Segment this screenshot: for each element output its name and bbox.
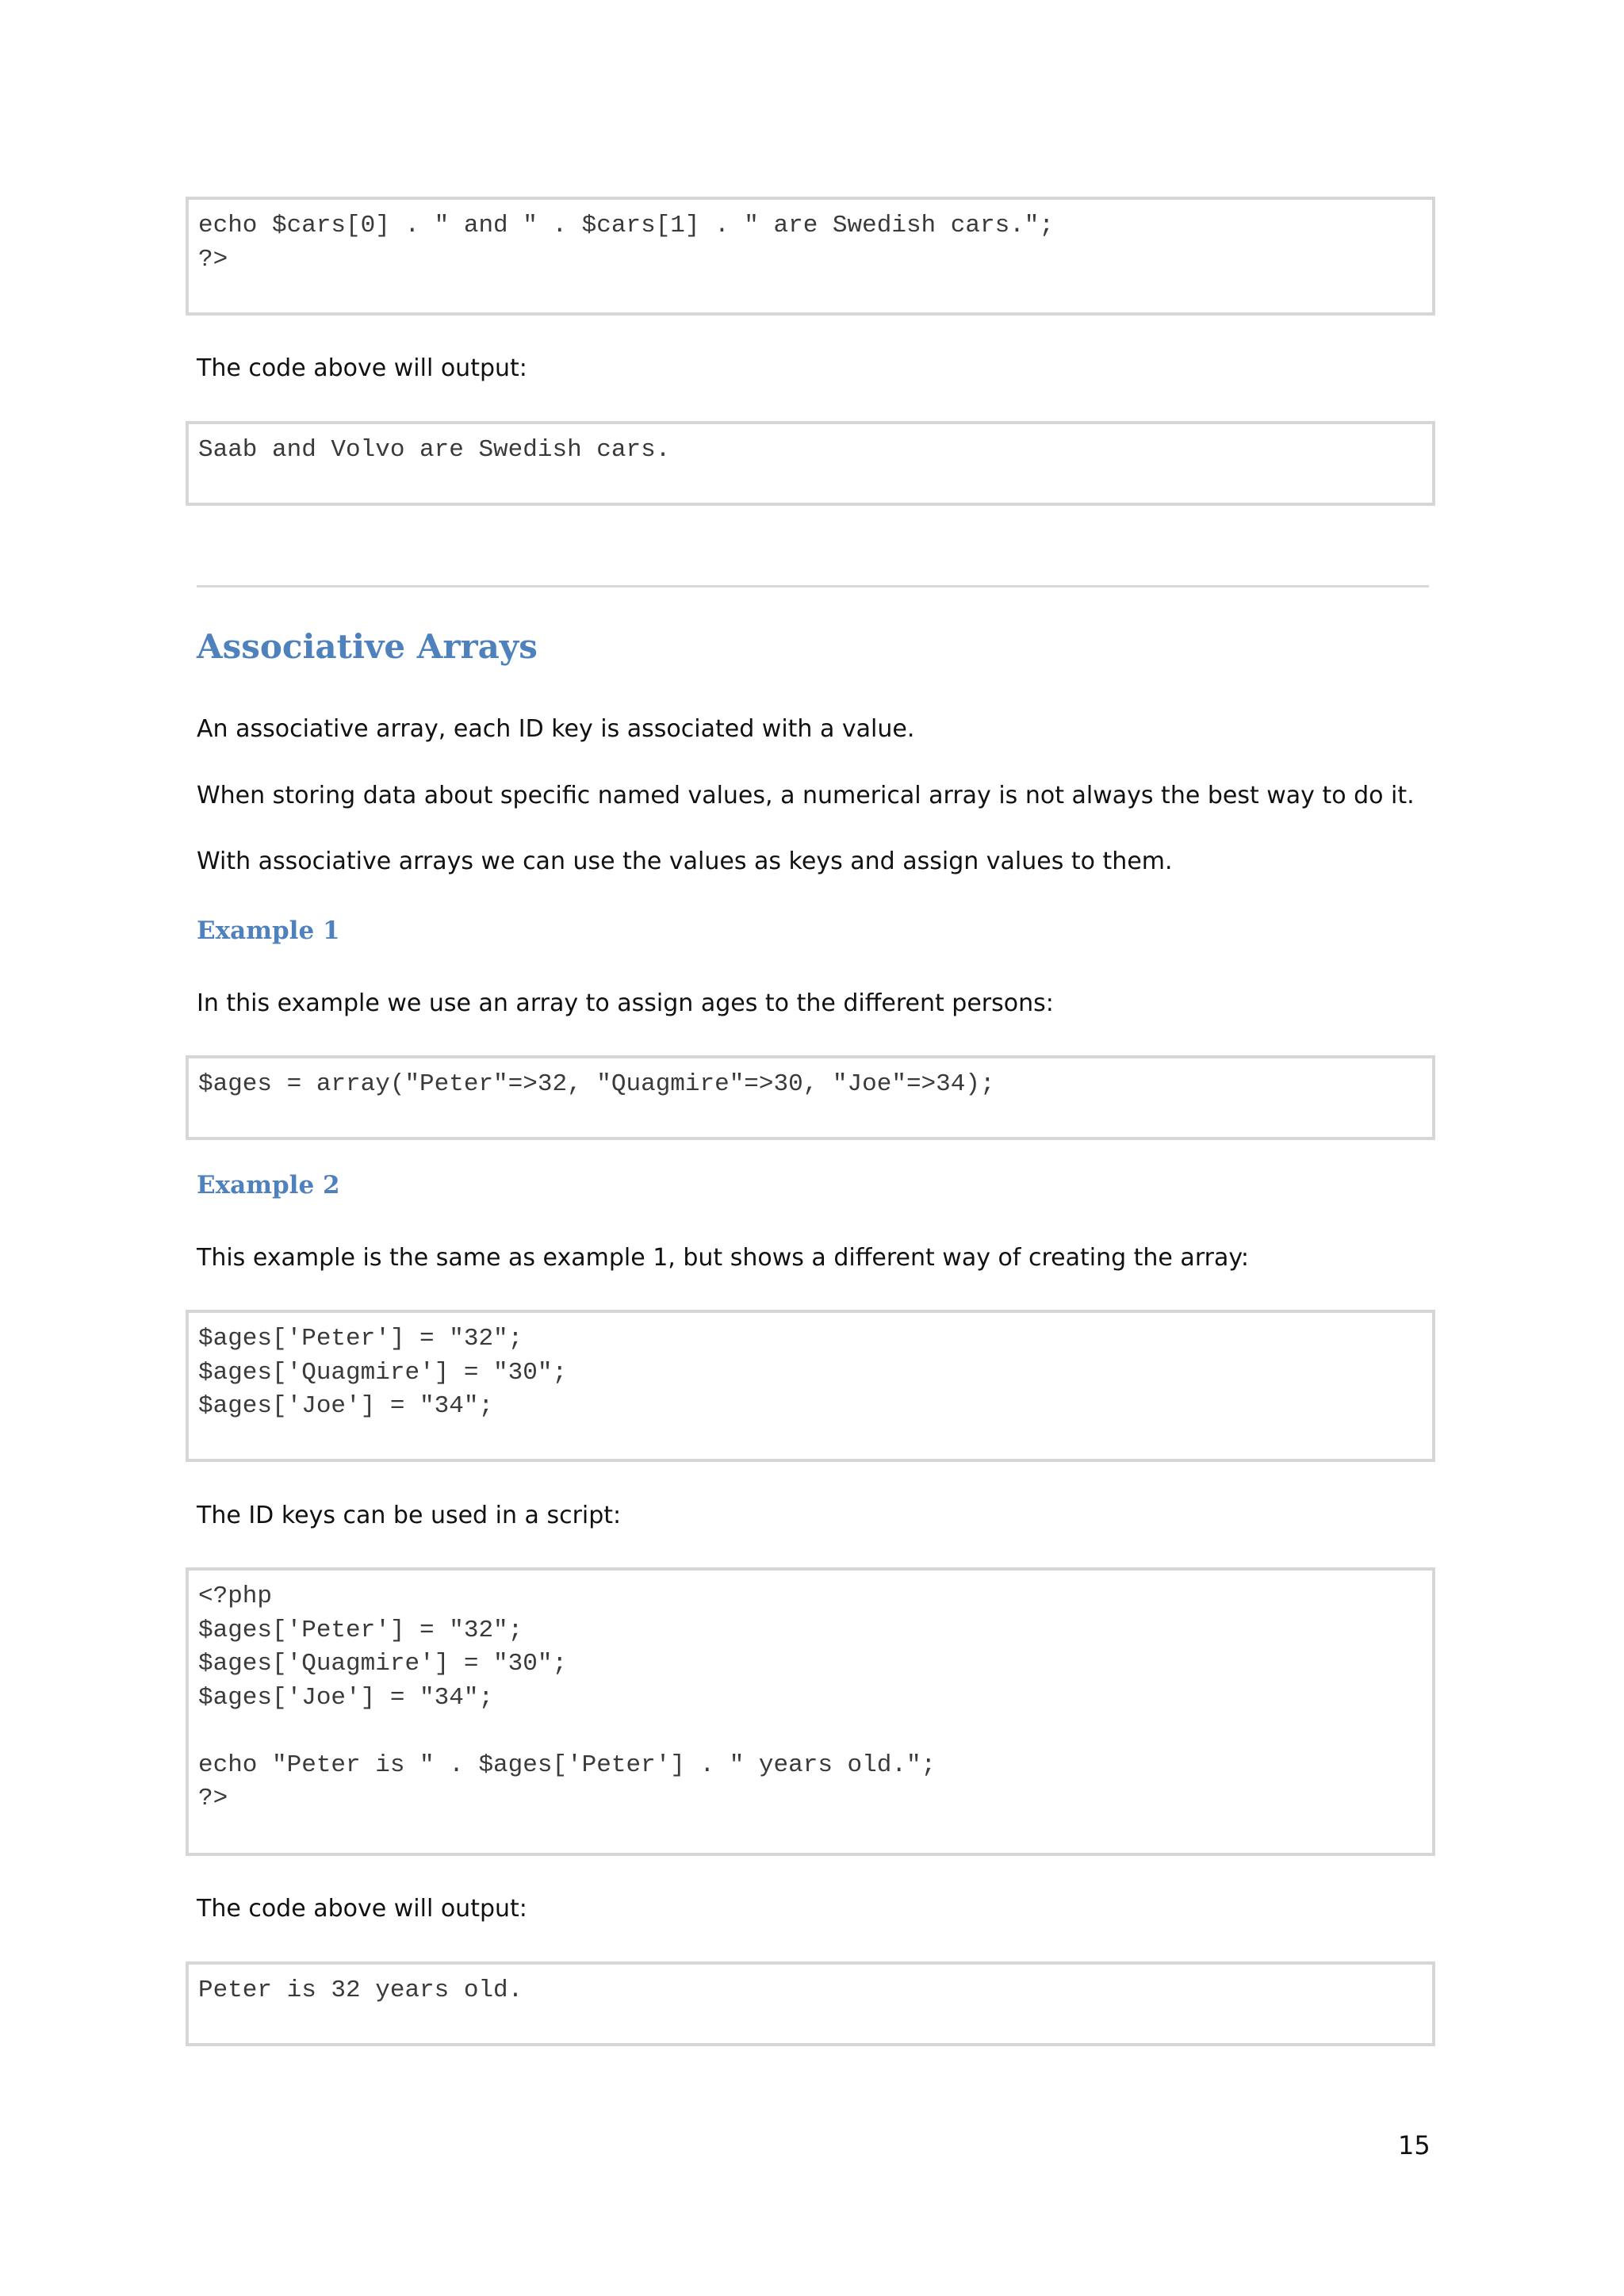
section-divider [197, 585, 1429, 587]
code-block-example-2 [186, 1310, 1435, 1462]
code-text: $ages = array("Peter"=>32, "Quagmire"=>30, "Joe"=>34); [198, 1070, 995, 1098]
code-text: <?php $ages['Peter'] = "32"; $ages['Quagmire'] = "30"; $ages['Joe'] = "34"; echo "Peter is " . $ages['Peter'] . " years old."; ?> [198, 1582, 936, 1812]
keys-intro-text: The ID keys can be used in a script: [197, 1502, 622, 1529]
code-block-cars-output [186, 421, 1435, 506]
page-number: 15 [1398, 2130, 1431, 2160]
code-text: Peter is 32 years old. [198, 1976, 523, 2004]
code-block-script [186, 1567, 1435, 1856]
output-intro-text: The code above will output: [197, 1895, 527, 1923]
code-block-cars-echo [186, 197, 1435, 316]
paragraph: An associative array, each ID key is associated with a value. [197, 715, 915, 743]
code-text: $ages['Peter'] = "32"; $ages['Quagmire'] = "30"; $ages['Joe'] = "34"; [198, 1325, 568, 1420]
example-1-intro: In this example we use an array to assign ages to the different persons: [197, 989, 1054, 1017]
code-text: Saab and Volvo are Swedish cars. [198, 436, 671, 464]
code-block-example-1 [186, 1055, 1435, 1140]
example-1-heading: Example 1 [197, 916, 340, 945]
paragraph: When storing data about specific named values, a numerical array is not always the best way to do it. [197, 782, 1415, 809]
example-2-heading: Example 2 [197, 1171, 340, 1200]
paragraph: With associative arrays we can use the values as keys and assign values to them. [197, 848, 1173, 875]
code-text: echo $cars[0] . " and " . $cars[1] . " are Swedish cars."; ?> [198, 212, 1054, 274]
code-block-script-output [186, 1961, 1435, 2046]
output-intro-text: The code above will output: [197, 354, 527, 382]
section-heading: Associative Arrays [197, 627, 538, 666]
example-2-intro: This example is the same as example 1, but shows a different way of creating the array: [197, 1244, 1250, 1272]
